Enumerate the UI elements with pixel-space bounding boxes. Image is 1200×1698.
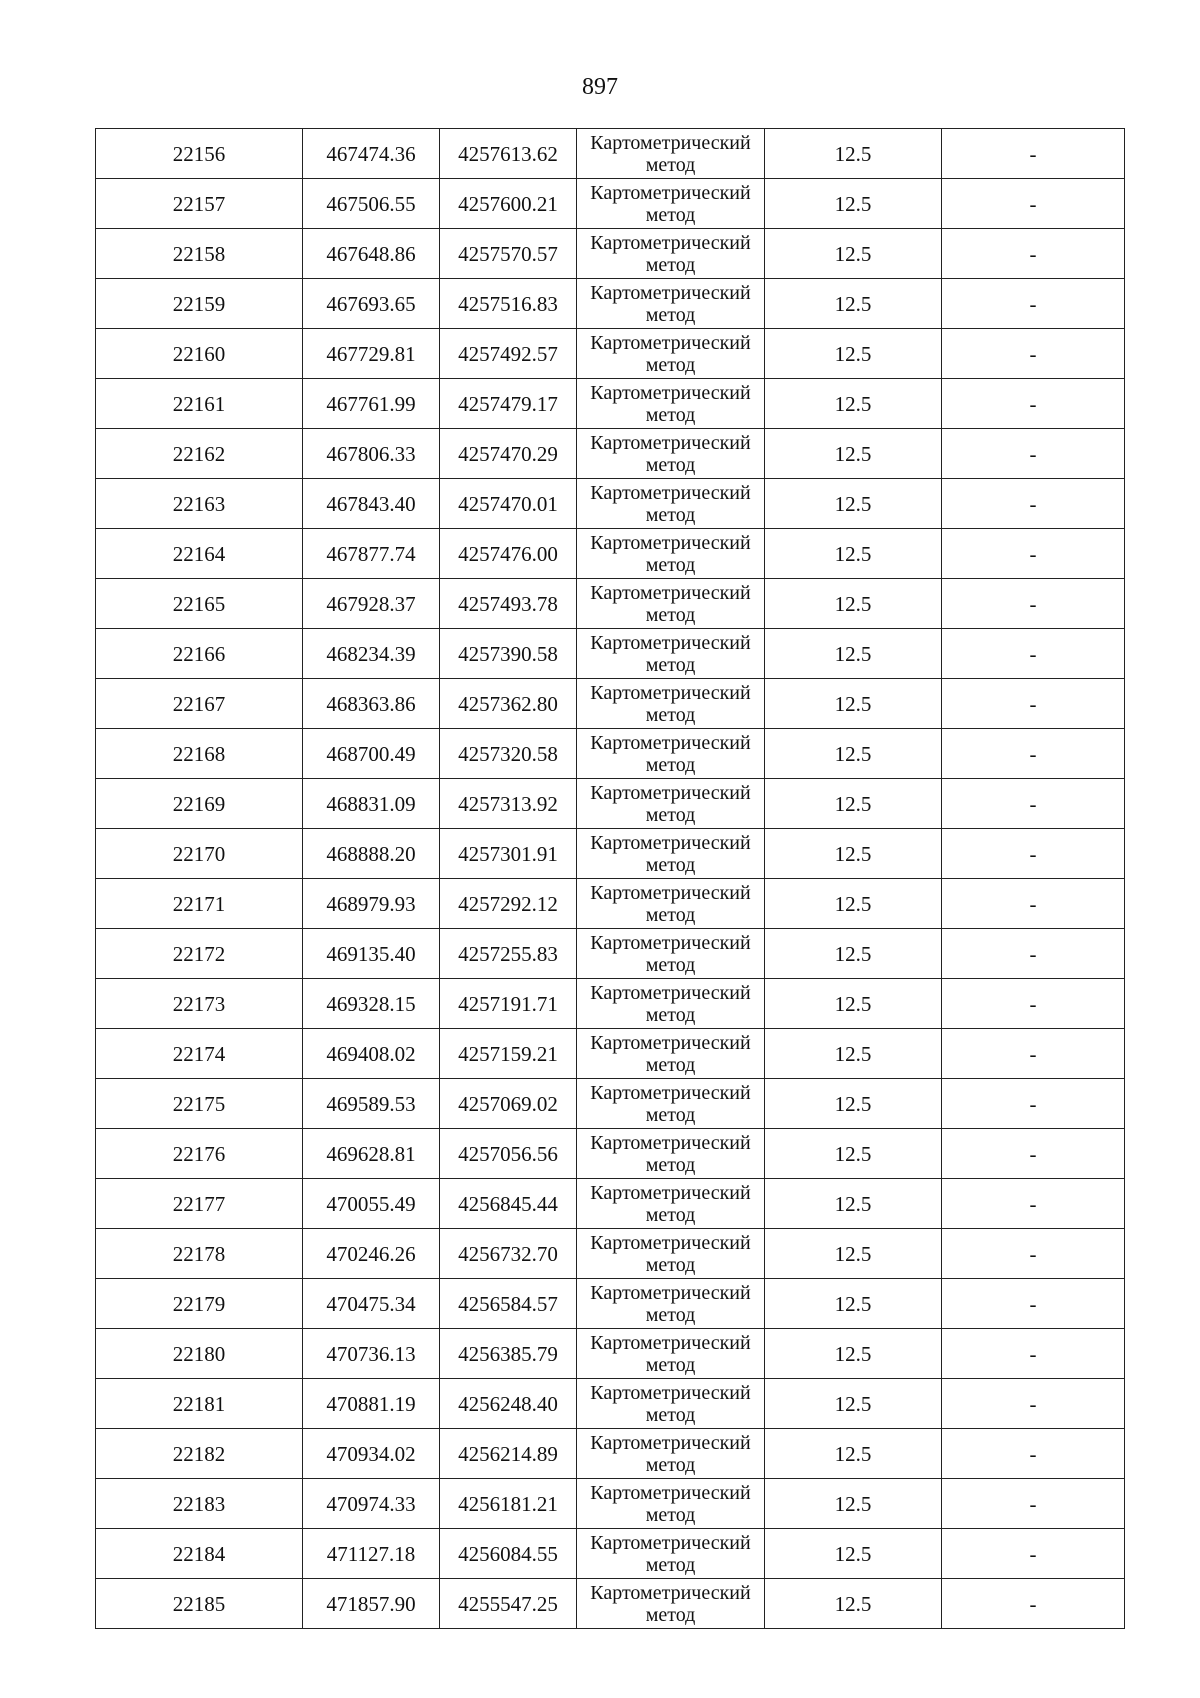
table-row <box>96 879 1125 929</box>
point-id-cell: 22167 <box>96 679 303 729</box>
method-label-line1: Картометрический <box>590 1281 751 1304</box>
method-cell <box>577 879 765 929</box>
table-row <box>96 779 1125 829</box>
method-label-line2: метод <box>645 1353 696 1376</box>
note-cell: - <box>942 629 1125 679</box>
accuracy-cell: 12.5 <box>765 679 942 729</box>
method-label-line2: метод <box>645 1503 696 1526</box>
point-id-cell: 22166 <box>96 629 303 679</box>
method-label-line1: Картометрический <box>590 1181 751 1204</box>
note-cell: - <box>942 679 1125 729</box>
point-id-cell: 22171 <box>96 879 303 929</box>
method-cell <box>577 1429 765 1479</box>
accuracy-cell: 12.5 <box>765 1379 942 1429</box>
table-row <box>96 379 1125 429</box>
y-coordinate-cell: 4257191.71 <box>440 979 577 1029</box>
table-row <box>96 1079 1125 1129</box>
method-label-line1: Картометрический <box>590 1481 751 1504</box>
point-id-cell: 22159 <box>96 279 303 329</box>
note-cell: - <box>942 429 1125 479</box>
accuracy-cell: 12.5 <box>765 129 942 179</box>
point-id-cell: 22174 <box>96 1029 303 1079</box>
y-coordinate-cell: 4257570.57 <box>440 229 577 279</box>
y-coordinate-cell: 4257069.02 <box>440 1079 577 1129</box>
y-coordinate-cell: 4257470.01 <box>440 479 577 529</box>
method-cell <box>577 1529 765 1579</box>
y-coordinate-cell: 4256385.79 <box>440 1329 577 1379</box>
method-label-line1: Картометрический <box>590 1431 751 1454</box>
method-label-line2: метод <box>645 603 696 626</box>
y-coordinate-cell: 4255547.25 <box>440 1579 577 1629</box>
note-cell: - <box>942 179 1125 229</box>
y-coordinate-cell: 4256845.44 <box>440 1179 577 1229</box>
note-cell: - <box>942 579 1125 629</box>
accuracy-cell: 12.5 <box>765 629 942 679</box>
method-label-line2: метод <box>645 853 696 876</box>
y-coordinate-cell: 4257292.12 <box>440 879 577 929</box>
method-cell <box>577 1029 765 1079</box>
accuracy-cell: 12.5 <box>765 929 942 979</box>
x-coordinate-cell: 470934.02 <box>303 1429 440 1479</box>
x-coordinate-cell: 467761.99 <box>303 379 440 429</box>
method-label-line1: Картометрический <box>590 1581 751 1604</box>
point-id-cell: 22183 <box>96 1479 303 1529</box>
x-coordinate-cell: 468700.49 <box>303 729 440 779</box>
accuracy-cell: 12.5 <box>765 829 942 879</box>
y-coordinate-cell: 4257476.00 <box>440 529 577 579</box>
point-id-cell: 22160 <box>96 329 303 379</box>
method-label-line1: Картометрический <box>590 481 751 504</box>
accuracy-cell: 12.5 <box>765 1579 942 1629</box>
y-coordinate-cell: 4257600.21 <box>440 179 577 229</box>
note-cell: - <box>942 229 1125 279</box>
y-coordinate-cell: 4256214.89 <box>440 1429 577 1479</box>
method-label-line2: метод <box>645 653 696 676</box>
table-row <box>96 579 1125 629</box>
x-coordinate-cell: 470881.19 <box>303 1379 440 1429</box>
table-row <box>96 629 1125 679</box>
y-coordinate-cell: 4257320.58 <box>440 729 577 779</box>
y-coordinate-cell: 4256181.21 <box>440 1479 577 1529</box>
accuracy-cell: 12.5 <box>765 279 942 329</box>
method-cell <box>577 629 765 679</box>
y-coordinate-cell: 4257301.91 <box>440 829 577 879</box>
method-label-line2: метод <box>645 1453 696 1476</box>
table-row <box>96 429 1125 479</box>
accuracy-cell: 12.5 <box>765 1429 942 1479</box>
method-cell <box>577 829 765 879</box>
x-coordinate-cell: 470246.26 <box>303 1229 440 1279</box>
point-id-cell: 22172 <box>96 929 303 979</box>
x-coordinate-cell: 467729.81 <box>303 329 440 379</box>
method-cell <box>577 1129 765 1179</box>
table-row <box>96 129 1125 179</box>
method-cell <box>577 329 765 379</box>
table-row <box>96 1479 1125 1529</box>
method-cell <box>577 979 765 1029</box>
point-id-cell: 22180 <box>96 1329 303 1379</box>
accuracy-cell: 12.5 <box>765 779 942 829</box>
table-row <box>96 1279 1125 1329</box>
method-cell <box>577 1229 765 1279</box>
note-cell: - <box>942 1279 1125 1329</box>
method-label-line1: Картометрический <box>590 1231 751 1254</box>
note-cell: - <box>942 1529 1125 1579</box>
method-cell <box>577 179 765 229</box>
method-label-line1: Картометрический <box>590 1331 751 1354</box>
accuracy-cell: 12.5 <box>765 479 942 529</box>
table-row <box>96 1179 1125 1229</box>
table-row <box>96 1429 1125 1479</box>
table-row <box>96 729 1125 779</box>
method-label-line1: Картометрический <box>590 781 751 804</box>
x-coordinate-cell: 467843.40 <box>303 479 440 529</box>
note-cell: - <box>942 129 1125 179</box>
point-id-cell: 22185 <box>96 1579 303 1629</box>
method-label-line2: метод <box>645 703 696 726</box>
x-coordinate-cell: 471857.90 <box>303 1579 440 1629</box>
accuracy-cell: 12.5 <box>765 229 942 279</box>
method-cell <box>577 1329 765 1379</box>
method-label-line1: Картометрический <box>590 931 751 954</box>
table-row <box>96 1529 1125 1579</box>
note-cell: - <box>942 779 1125 829</box>
table-body <box>96 129 1125 1629</box>
method-label-line1: Картометрический <box>590 881 751 904</box>
table-row <box>96 179 1125 229</box>
x-coordinate-cell: 471127.18 <box>303 1529 440 1579</box>
x-coordinate-cell: 468234.39 <box>303 629 440 679</box>
method-label-line1: Картометрический <box>590 1031 751 1054</box>
table-row <box>96 1329 1125 1379</box>
method-cell <box>577 579 765 629</box>
method-label-line2: метод <box>645 1253 696 1276</box>
point-id-cell: 22156 <box>96 129 303 179</box>
accuracy-cell: 12.5 <box>765 529 942 579</box>
method-label-line2: метод <box>645 1303 696 1326</box>
y-coordinate-cell: 4257159.21 <box>440 1029 577 1079</box>
accuracy-cell: 12.5 <box>765 1279 942 1329</box>
accuracy-cell: 12.5 <box>765 1029 942 1079</box>
point-id-cell: 22168 <box>96 729 303 779</box>
accuracy-cell: 12.5 <box>765 429 942 479</box>
accuracy-cell: 12.5 <box>765 729 942 779</box>
y-coordinate-cell: 4257613.62 <box>440 129 577 179</box>
method-label-line2: метод <box>645 403 696 426</box>
method-label-line1: Картометрический <box>590 831 751 854</box>
note-cell: - <box>942 929 1125 979</box>
x-coordinate-cell: 469135.40 <box>303 929 440 979</box>
method-cell <box>577 379 765 429</box>
method-label-line1: Картометрический <box>590 731 751 754</box>
note-cell: - <box>942 1129 1125 1179</box>
method-label-line2: метод <box>645 1153 696 1176</box>
note-cell: - <box>942 979 1125 1029</box>
x-coordinate-cell: 468831.09 <box>303 779 440 829</box>
method-label-line1: Картометрический <box>590 1531 751 1554</box>
accuracy-cell: 12.5 <box>765 1229 942 1279</box>
method-cell <box>577 1479 765 1529</box>
method-label-line1: Картометрический <box>590 281 751 304</box>
method-cell <box>577 479 765 529</box>
method-cell <box>577 729 765 779</box>
x-coordinate-cell: 467928.37 <box>303 579 440 629</box>
method-cell <box>577 1379 765 1429</box>
table-row <box>96 1379 1125 1429</box>
method-cell <box>577 229 765 279</box>
method-cell <box>577 1179 765 1229</box>
point-id-cell: 22175 <box>96 1079 303 1129</box>
note-cell: - <box>942 729 1125 779</box>
table-row <box>96 829 1125 879</box>
y-coordinate-cell: 4257470.29 <box>440 429 577 479</box>
note-cell: - <box>942 279 1125 329</box>
accuracy-cell: 12.5 <box>765 179 942 229</box>
note-cell: - <box>942 829 1125 879</box>
method-label-line1: Картометрический <box>590 181 751 204</box>
method-cell <box>577 779 765 829</box>
x-coordinate-cell: 467693.65 <box>303 279 440 329</box>
y-coordinate-cell: 4256732.70 <box>440 1229 577 1279</box>
method-cell <box>577 1579 765 1629</box>
method-cell <box>577 1079 765 1129</box>
method-label-line2: метод <box>645 303 696 326</box>
table-row <box>96 679 1125 729</box>
point-id-cell: 22161 <box>96 379 303 429</box>
method-label-line2: метод <box>645 903 696 926</box>
note-cell: - <box>942 329 1125 379</box>
x-coordinate-cell: 470055.49 <box>303 1179 440 1229</box>
note-cell: - <box>942 879 1125 929</box>
point-id-cell: 22163 <box>96 479 303 529</box>
y-coordinate-cell: 4256248.40 <box>440 1379 577 1429</box>
method-label-line2: метод <box>645 1003 696 1026</box>
method-label-line2: метод <box>645 1203 696 1226</box>
method-cell <box>577 279 765 329</box>
point-id-cell: 22164 <box>96 529 303 579</box>
table-row <box>96 1579 1125 1629</box>
y-coordinate-cell: 4257255.83 <box>440 929 577 979</box>
note-cell: - <box>942 1079 1125 1129</box>
accuracy-cell: 12.5 <box>765 1079 942 1129</box>
x-coordinate-cell: 468979.93 <box>303 879 440 929</box>
method-label-line2: метод <box>645 753 696 776</box>
method-cell <box>577 1279 765 1329</box>
point-id-cell: 22169 <box>96 779 303 829</box>
method-label-line2: метод <box>645 203 696 226</box>
y-coordinate-cell: 4257493.78 <box>440 579 577 629</box>
method-label-line1: Картометрический <box>590 1131 751 1154</box>
point-id-cell: 22176 <box>96 1129 303 1179</box>
note-cell: - <box>942 1379 1125 1429</box>
accuracy-cell: 12.5 <box>765 879 942 929</box>
x-coordinate-cell: 467806.33 <box>303 429 440 479</box>
table-row <box>96 229 1125 279</box>
method-cell <box>577 929 765 979</box>
accuracy-cell: 12.5 <box>765 1179 942 1229</box>
method-cell <box>577 129 765 179</box>
note-cell: - <box>942 479 1125 529</box>
x-coordinate-cell: 469589.53 <box>303 1079 440 1129</box>
method-cell <box>577 429 765 479</box>
method-label-line2: метод <box>645 153 696 176</box>
method-label-line2: метод <box>645 253 696 276</box>
note-cell: - <box>942 1329 1125 1379</box>
y-coordinate-cell: 4256084.55 <box>440 1529 577 1579</box>
note-cell: - <box>942 1429 1125 1479</box>
method-cell <box>577 679 765 729</box>
y-coordinate-cell: 4256584.57 <box>440 1279 577 1329</box>
table-row <box>96 1129 1125 1179</box>
x-coordinate-cell: 468363.86 <box>303 679 440 729</box>
y-coordinate-cell: 4257313.92 <box>440 779 577 829</box>
x-coordinate-cell: 467506.55 <box>303 179 440 229</box>
point-id-cell: 22184 <box>96 1529 303 1579</box>
point-id-cell: 22182 <box>96 1429 303 1479</box>
method-label-line2: метод <box>645 1103 696 1126</box>
method-label-line1: Картометрический <box>590 331 751 354</box>
accuracy-cell: 12.5 <box>765 1479 942 1529</box>
x-coordinate-cell: 469328.15 <box>303 979 440 1029</box>
point-id-cell: 22157 <box>96 179 303 229</box>
table-row <box>96 1229 1125 1279</box>
method-label-line1: Картометрический <box>590 681 751 704</box>
table-row <box>96 479 1125 529</box>
y-coordinate-cell: 4257390.58 <box>440 629 577 679</box>
method-label-line2: метод <box>645 803 696 826</box>
note-cell: - <box>942 1579 1125 1629</box>
point-id-cell: 22181 <box>96 1379 303 1429</box>
x-coordinate-cell: 467648.86 <box>303 229 440 279</box>
method-label-line1: Картометрический <box>590 1381 751 1404</box>
table-row <box>96 1029 1125 1079</box>
note-cell: - <box>942 1229 1125 1279</box>
method-label-line1: Картометрический <box>590 581 751 604</box>
method-cell <box>577 529 765 579</box>
point-id-cell: 22173 <box>96 979 303 1029</box>
y-coordinate-cell: 4257492.57 <box>440 329 577 379</box>
method-label-line1: Картометрический <box>590 381 751 404</box>
accuracy-cell: 12.5 <box>765 1529 942 1579</box>
note-cell: - <box>942 1179 1125 1229</box>
method-label-line1: Картометрический <box>590 1081 751 1104</box>
method-label-line1: Картометрический <box>590 981 751 1004</box>
x-coordinate-cell: 470475.34 <box>303 1279 440 1329</box>
point-id-cell: 22170 <box>96 829 303 879</box>
accuracy-cell: 12.5 <box>765 579 942 629</box>
method-label-line1: Картометрический <box>590 431 751 454</box>
x-coordinate-cell: 467474.36 <box>303 129 440 179</box>
y-coordinate-cell: 4257516.83 <box>440 279 577 329</box>
method-label-line2: метод <box>645 503 696 526</box>
method-label-line2: метод <box>645 553 696 576</box>
point-id-cell: 22179 <box>96 1279 303 1329</box>
method-label-line2: метод <box>645 953 696 976</box>
method-label-line1: Картометрический <box>590 231 751 254</box>
table-row <box>96 929 1125 979</box>
point-id-cell: 22177 <box>96 1179 303 1229</box>
note-cell: - <box>942 529 1125 579</box>
x-coordinate-cell: 468888.20 <box>303 829 440 879</box>
accuracy-cell: 12.5 <box>765 1329 942 1379</box>
method-label-line2: метод <box>645 353 696 376</box>
note-cell: - <box>942 379 1125 429</box>
accuracy-cell: 12.5 <box>765 379 942 429</box>
method-label-line2: метод <box>645 1603 696 1626</box>
method-label-line1: Картометрический <box>590 631 751 654</box>
method-label-line2: метод <box>645 453 696 476</box>
accuracy-cell: 12.5 <box>765 979 942 1029</box>
table-row <box>96 529 1125 579</box>
note-cell: - <box>942 1029 1125 1079</box>
method-label-line1: Картометрический <box>590 131 751 154</box>
method-label-line2: метод <box>645 1403 696 1426</box>
method-label-line2: метод <box>645 1553 696 1576</box>
y-coordinate-cell: 4257479.17 <box>440 379 577 429</box>
x-coordinate-cell: 469628.81 <box>303 1129 440 1179</box>
x-coordinate-cell: 470736.13 <box>303 1329 440 1379</box>
x-coordinate-cell: 470974.33 <box>303 1479 440 1529</box>
table-row <box>96 979 1125 1029</box>
page-number: 897 <box>582 74 618 100</box>
table-row <box>96 329 1125 379</box>
point-id-cell: 22165 <box>96 579 303 629</box>
point-id-cell: 22162 <box>96 429 303 479</box>
note-cell: - <box>942 1479 1125 1529</box>
coordinates-table <box>95 128 1125 1629</box>
point-id-cell: 22158 <box>96 229 303 279</box>
y-coordinate-cell: 4257056.56 <box>440 1129 577 1179</box>
method-label-line2: метод <box>645 1053 696 1076</box>
accuracy-cell: 12.5 <box>765 1129 942 1179</box>
point-id-cell: 22178 <box>96 1229 303 1279</box>
accuracy-cell: 12.5 <box>765 329 942 379</box>
method-label-line1: Картометрический <box>590 531 751 554</box>
y-coordinate-cell: 4257362.80 <box>440 679 577 729</box>
table-row <box>96 279 1125 329</box>
x-coordinate-cell: 467877.74 <box>303 529 440 579</box>
x-coordinate-cell: 469408.02 <box>303 1029 440 1079</box>
